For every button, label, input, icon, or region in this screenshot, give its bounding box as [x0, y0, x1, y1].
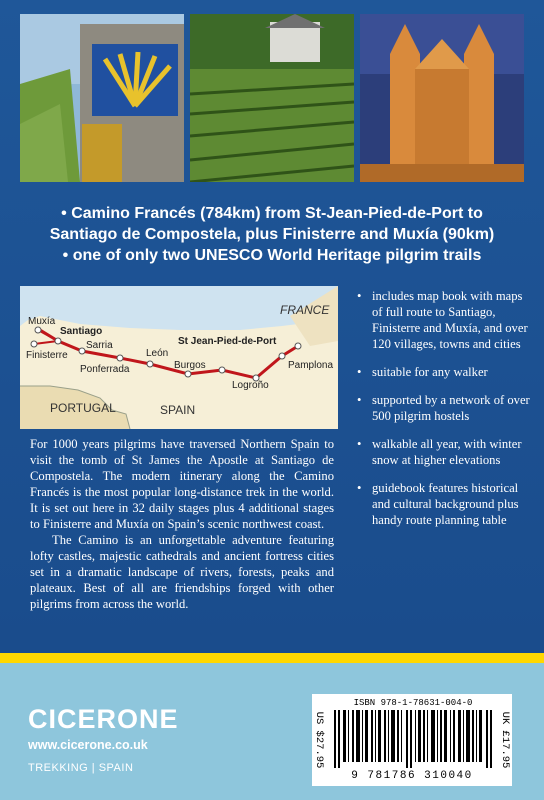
- price-uk: [498, 694, 512, 786]
- map-label-sarria: Sarria: [86, 340, 113, 351]
- map-label-santiago: Santiago: [60, 326, 103, 337]
- map-label-stjean: St Jean-Pied-de-Port: [178, 336, 277, 347]
- map-label-burgos: Burgos: [174, 360, 206, 371]
- price-us-text: US $27.95: [313, 711, 325, 769]
- scallop-shell-marker-photo: [20, 14, 184, 182]
- vineyard-house-photo: [190, 14, 354, 182]
- feature-item: • guidebook features historical and cultural background plus handy route planning table: [357, 480, 533, 528]
- headline-line: Santiago de Compostela, plus Finisterre and Muxía (90km): [49, 226, 495, 243]
- headline: [24, 203, 520, 266]
- map-label-muxia: Muxía: [28, 316, 56, 327]
- feature-item: • suitable for any walker: [357, 364, 533, 380]
- map-label-finisterre: Finisterre: [26, 350, 68, 361]
- publisher-logo: CICERONE: [28, 704, 179, 734]
- barcode-bars: [334, 710, 492, 768]
- map-label-leon: León: [146, 348, 169, 359]
- map-label-pamplona: Pamplona: [288, 360, 334, 371]
- map-label-logrono: Logroño: [232, 380, 269, 391]
- feature-item: • walkable all year, with winter snow at higher elevations: [357, 436, 533, 468]
- map-label-portugal: PORTUGAL: [50, 401, 116, 415]
- price-uk-text: UK £17.95: [499, 711, 511, 769]
- feature-item: • includes map book with maps of full route to Santiago, Finisterre and Muxía, and over 120 villages, towns and cities: [357, 288, 533, 352]
- yellow-divider: [0, 653, 544, 663]
- map-label-france: FRANCE: [280, 303, 330, 317]
- feature-item: • supported by a network of over 500 pilgrim hostels: [357, 392, 533, 424]
- headline-line: • Camino Francés (784km) from St-Jean-Pied-de-Port to: [61, 205, 483, 222]
- description: [30, 436, 334, 612]
- publisher-url[interactable]: www.cicerone.co.uk: [28, 738, 148, 752]
- cathedral-photo: [360, 14, 524, 182]
- map-label-spain: SPAIN: [160, 403, 196, 417]
- category-label: TREKKING | SPAIN: [28, 762, 134, 774]
- map-label-ponferrada: Ponferrada: [80, 364, 130, 375]
- feature-list: [357, 288, 533, 540]
- route-map: [20, 286, 338, 429]
- description-paragraph: The Camino is an unforgettable adventure featuring lofty castles, majestic cathedrals and ancient fortress cities set in a dramatic landscape of rivers, forests, peaks and plateaux. Best of all are friendships forged with other pilgrims from across the world.: [30, 533, 334, 611]
- price-us: [312, 694, 326, 786]
- isbn-label: ISBN 978-1-78631-004-0: [353, 698, 473, 708]
- description-paragraph: For 1000 years pilgrims have traversed Northern Spain to visit the tomb of St James the Apostle at Santiago de Compostela. The modern itinerary along the Camino Francés is the most popular long-distance trek in the world. It is set out here in 32 daily stages plus 4 additional stages to Finisterre and Muxía on Spain’s scenic northwest coast.: [30, 437, 334, 531]
- photo-strip: [20, 14, 524, 182]
- barcode-number: 9 781786 310040: [351, 770, 473, 782]
- headline-line: • one of only two UNESCO World Heritage pilgrim trails: [62, 247, 482, 264]
